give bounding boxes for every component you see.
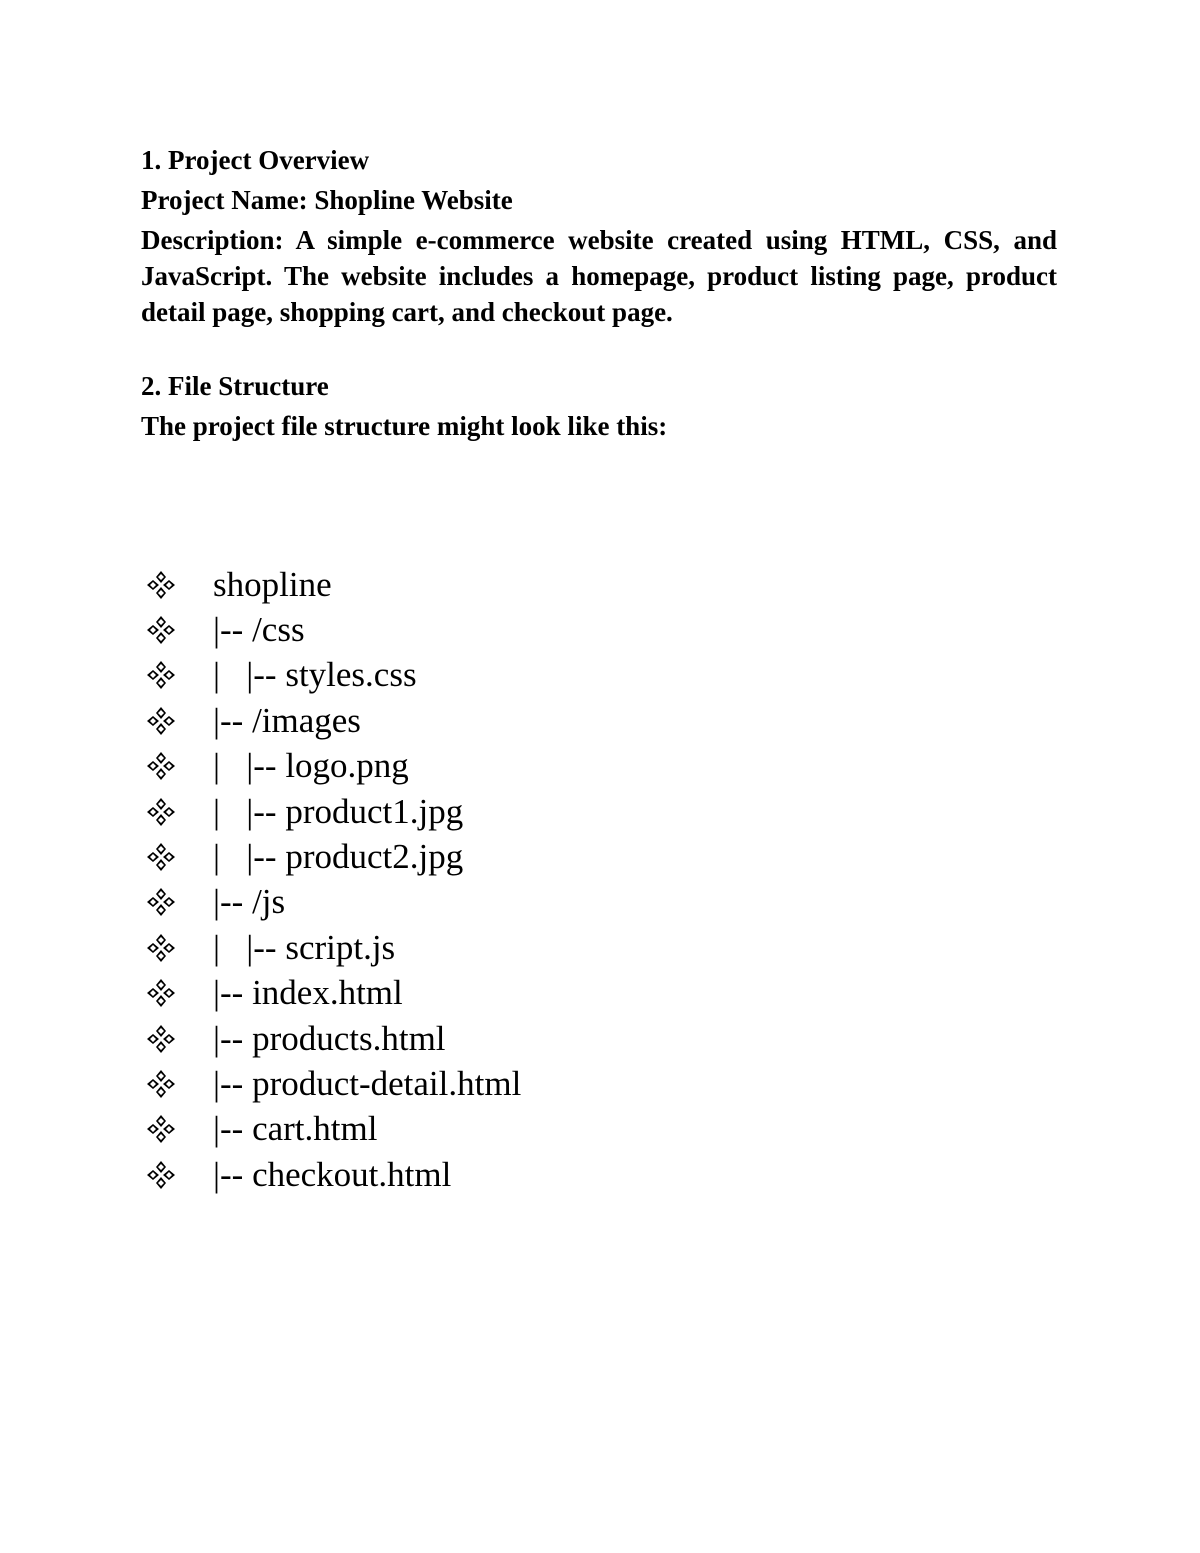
tree-item-text: | |-- styles.css xyxy=(213,655,417,695)
list-item xyxy=(145,698,521,743)
four-diamond-bullet-icon xyxy=(145,1068,177,1100)
tree-item-text: |-- product-detail.html xyxy=(213,1063,522,1103)
tree-item-text: |-- /js xyxy=(213,882,286,922)
section-1-heading: 1. Project Overview xyxy=(141,145,370,175)
list-item xyxy=(145,607,521,652)
tree-item-text: |-- cart.html xyxy=(213,1109,378,1149)
project-description: Description: A simple e-commerce website created using HTML, CSS, and JavaScript. The website includes a homepage, product listing page, product detail page, shopping cart, and checkout page. xyxy=(141,225,1057,327)
section-2-heading: 2. File Structure xyxy=(141,371,329,401)
four-diamond-bullet-icon xyxy=(145,705,177,737)
four-diamond-bullet-icon xyxy=(145,614,177,646)
file-structure-intro: The project file structure might look like this: xyxy=(141,411,668,441)
section-spacer xyxy=(141,330,1057,366)
list-item xyxy=(145,834,521,879)
list-item xyxy=(145,925,521,970)
tree-item-text: shopline xyxy=(213,564,332,604)
list-item xyxy=(145,653,521,698)
four-diamond-bullet-icon xyxy=(145,977,177,1009)
list-item xyxy=(145,1107,521,1152)
list-item xyxy=(145,789,521,834)
four-diamond-bullet-icon xyxy=(145,569,177,601)
list-item xyxy=(145,971,521,1016)
list-item xyxy=(145,562,521,607)
four-diamond-bullet-icon xyxy=(145,750,177,782)
four-diamond-bullet-icon xyxy=(145,796,177,828)
project-name: Project Name: Shopline Website xyxy=(141,185,513,215)
list-item xyxy=(145,1016,521,1061)
document-body xyxy=(141,140,1057,446)
tree-item-text: |-- /css xyxy=(213,610,305,650)
four-diamond-bullet-icon xyxy=(145,841,177,873)
tree-item-text: | |-- product2.jpg xyxy=(213,837,464,877)
tree-item-text: |-- products.html xyxy=(213,1018,446,1058)
tree-item-text: |-- /images xyxy=(213,700,361,740)
list-item xyxy=(145,744,521,789)
four-diamond-bullet-icon xyxy=(145,659,177,691)
four-diamond-bullet-icon xyxy=(145,886,177,918)
four-diamond-bullet-icon xyxy=(145,1113,177,1145)
tree-item-text: | |-- script.js xyxy=(213,927,396,967)
list-item xyxy=(145,1061,521,1106)
four-diamond-bullet-icon xyxy=(145,1023,177,1055)
four-diamond-bullet-icon xyxy=(145,932,177,964)
file-structure-list xyxy=(145,562,521,1197)
list-item xyxy=(145,1152,521,1197)
tree-item-text: |-- index.html xyxy=(213,973,403,1013)
tree-item-text: | |-- logo.png xyxy=(213,746,409,786)
four-diamond-bullet-icon xyxy=(145,1159,177,1191)
tree-item-text: |-- checkout.html xyxy=(213,1154,452,1194)
list-item xyxy=(145,880,521,925)
tree-item-text: | |-- product1.jpg xyxy=(213,791,464,831)
